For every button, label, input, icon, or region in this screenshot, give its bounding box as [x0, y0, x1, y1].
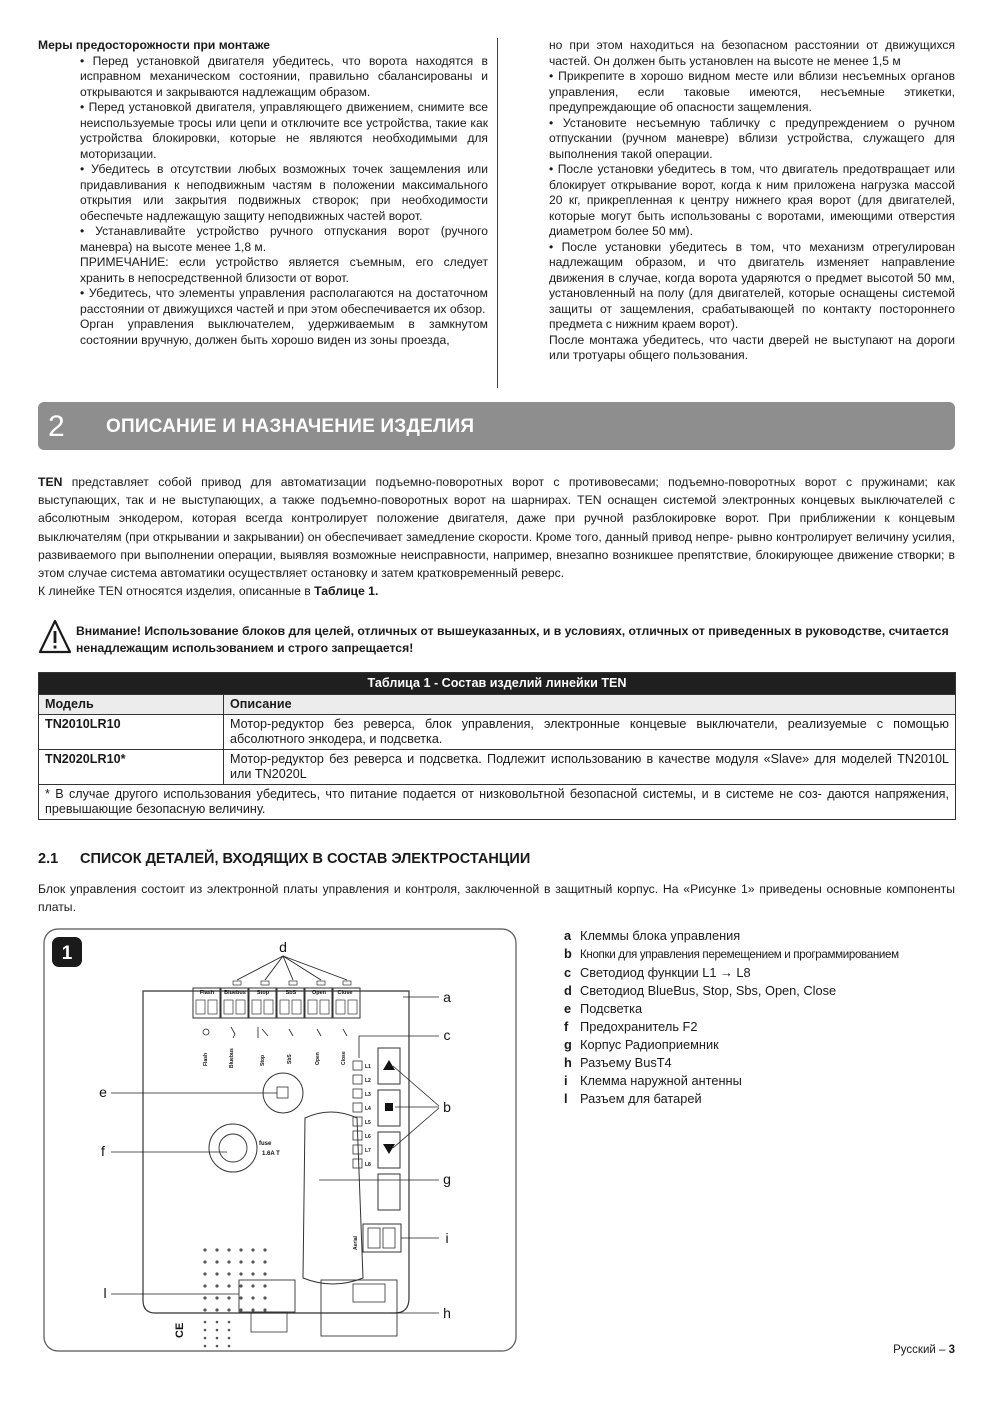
figure-1-control-board	[43, 928, 517, 1352]
table-header	[39, 695, 956, 715]
warning-icon	[38, 619, 72, 655]
table-reference: Таблице 1.	[314, 584, 379, 599]
led-column	[353, 1061, 362, 1168]
table-row	[39, 750, 956, 785]
legend-key: h	[564, 1055, 572, 1070]
figure-number: 1	[61, 943, 73, 964]
terminal-label: Open	[311, 990, 327, 996]
desc-cell: Мотор-редуктор без реверса, блок управления, электронные концевые выключатели, реализуемые с помощью абсолютного энкодера, и подсветка.	[224, 715, 956, 750]
legend-text: Разъем для батарей	[580, 1091, 702, 1106]
safety-columns	[38, 38, 955, 360]
status-led	[261, 981, 269, 985]
led-label: L8	[365, 1162, 371, 1168]
svg-text:CE: CE	[174, 1322, 186, 1338]
function-led	[353, 1159, 362, 1168]
warning-text: Внимание! Использование блоков для целей, отличных от вышеуказанных, и в условиях, отличных от приведенных в руководстве, считается ненадлежащим использованием и строго запрещается!	[76, 624, 949, 655]
left-column	[38, 38, 488, 348]
terminal-rot-label: SbS	[287, 1054, 293, 1064]
legend-text: Клемма наружной антенны	[580, 1073, 742, 1088]
subsection-heading	[38, 851, 530, 867]
safety-item: • После установки убедитесь в том, что механизм отрегулирован надлежащим образом, и что двигатель изменяет направление движения в случае, когда ворота ударяются о предмет высотой 50 мм, установленный на полу (для двигателей, которые оснащены системой защиты от защемления, срабатывающей по контакту постороннего предмета с нижним краем ворот).	[549, 239, 955, 331]
safety-item: • Убедитесь в отсутствии любых возможных точек защемления или придавливания к неподвижным частям в положении максимального открытия или закрытия подвижных створок; при необходимости обеспечьте надлежащую защиту неподвижных частей ворот.	[80, 162, 488, 223]
legend-text: Корпус Радиоприемник	[580, 1037, 719, 1052]
terminal-label: Stop	[256, 990, 270, 996]
model-cell: TN2010LR10	[39, 715, 224, 750]
col-model-header: Модель	[39, 695, 224, 715]
led-label: L7	[365, 1148, 371, 1154]
safety-item: • Установите несъемную табличку с предупреждением о ручном отпускании (ручном маневре) вблизи устройства, служащего для выполнения такой операции.	[549, 115, 955, 161]
svg-text:d: d	[279, 939, 287, 955]
legend-item	[564, 927, 899, 945]
function-led	[353, 1103, 362, 1112]
led-label: L3	[365, 1092, 371, 1098]
legend-key: f	[564, 1019, 569, 1034]
svg-text:e: e	[99, 1084, 107, 1100]
legend-item	[564, 1000, 899, 1018]
legend-item	[564, 964, 899, 982]
svg-text:b: b	[443, 1099, 451, 1115]
legend-key: b	[564, 946, 572, 961]
legend-text: Кнопки для управления перемещением и программированием	[580, 948, 899, 961]
legend-text: Подсветка	[580, 1001, 643, 1016]
legend-item	[564, 1036, 899, 1054]
intro-paragraph	[38, 473, 955, 582]
safety-item: После монтажа убедитесь, что части дверей не выступают на дороги или тротуары общего пользования.	[549, 332, 955, 362]
terminal-rot-label: Open	[315, 1052, 321, 1065]
legend-key: e	[564, 1001, 572, 1016]
safety-item: • Устанавливайте устройство ручного отпускания ворот (ручного маневра) на высоте менее 1,8 м.	[80, 224, 488, 254]
safety-list	[38, 54, 488, 349]
terminal-rot-label: Bluebus	[229, 1048, 235, 1068]
right-column	[549, 38, 955, 364]
model-cell: TN2020LR10*	[39, 750, 224, 785]
function-led	[353, 1061, 362, 1070]
legend-item	[564, 982, 899, 1000]
led-label: L6	[365, 1134, 371, 1140]
table-note: * В случае другого использования убедитесь, что питание подается от низковольтной безопасной системы, и в системе не соз- даются напряжения, превышающие безопасную величину.	[39, 785, 956, 820]
fuse-label: fuse	[259, 1141, 272, 1147]
terminal-label: SbS	[285, 990, 297, 996]
footer-language: Русский –	[893, 1344, 949, 1356]
svg-text:i: i	[445, 1230, 449, 1246]
safety-item: Орган управления выключателем, удерживаемым в замкнутом состоянии вручную, должен быть хорошо виден из зоны проезда,	[80, 317, 488, 347]
function-led	[353, 1075, 362, 1084]
legend-key: d	[564, 983, 572, 998]
led-label: L5	[365, 1120, 371, 1126]
svg-text:c: c	[443, 1027, 451, 1043]
legend-item	[564, 945, 899, 964]
warning-box	[38, 617, 955, 657]
brand-name: TEN	[38, 475, 63, 489]
svg-text:h: h	[443, 1305, 451, 1321]
safety-item: • Убедитесь, что элементы управления располагаются на достаточном расстоянии от движущихся частей и при этом обеспечивается их обзор.	[80, 286, 488, 316]
intro-line2	[38, 582, 955, 600]
intro-line2-text: К линейке TEN относятся изделия, описанные в	[38, 584, 315, 599]
svg-text:l: l	[103, 1285, 107, 1301]
legend-key: g	[564, 1037, 572, 1052]
product-table	[38, 672, 956, 820]
terminal-rot-label: Stop	[260, 1054, 266, 1066]
safety-item: • Перед установкой двигателя, управляющего движением, снимите все неиспользуемые тросы или цепи и отключите все устройства, такие как устройства блокировки, которые не являются необходимыми для моторизации.	[80, 100, 488, 161]
fuse-value: 1.6A T	[262, 1151, 280, 1157]
terminal-rot-label: Flash	[203, 1052, 209, 1066]
legend-text: Светодиод BlueBus, Stop, Sbs, Open, Close	[580, 983, 837, 998]
led-label: L1	[365, 1064, 371, 1070]
legend-text: Предохранитель F2	[580, 1019, 698, 1034]
subsection-text: Блок управления состоит из электронной платы управления и контроля, заключенной в защитный корпус. На «Рисунке 1» приведены основные компоненты платы.	[38, 882, 955, 914]
svg-text:f: f	[101, 1143, 105, 1159]
col-desc-header: Описание	[224, 695, 956, 715]
section-banner	[38, 402, 955, 450]
legend-text: Светодиод функции L1 → L8	[580, 965, 751, 980]
aerial-label: Aerial	[353, 1236, 359, 1250]
legend-key: c	[564, 965, 572, 980]
safety-note: ПРИМЕЧАНИЕ: если устройство является съемным, его следует хранить в непосредственной близости от ворот.	[80, 255, 488, 285]
status-led	[343, 981, 351, 985]
column-divider	[497, 38, 498, 388]
table-caption: Таблица 1 - Состав изделий линейки TEN	[39, 673, 956, 695]
intro-text	[38, 473, 955, 600]
legend-text: Разъему BusT4	[580, 1055, 672, 1070]
safety-item: • После установки убедитесь в том, что двигатель предотвращает или блокирует открывание ворот, когда к ним приложена нагрузка массой 20 кг, прикрепленная к центру нижнего края ворот (для двигателей, которые могут быть использованы с воротами, имеющими отверстия диаметром более 50 мм).	[549, 162, 955, 238]
legend-key: a	[564, 928, 572, 943]
desc-cell: Мотор-редуктор без реверса и подсветка. Подлежит использованию в качестве модуля «Slave» для моделей TN2010L или TN2020L	[224, 750, 956, 785]
safety-item: но при этом находиться на безопасном расстоянии от движущихся частей. Он должен быть установлен на высоте не менее 1,5 м	[549, 38, 955, 68]
table-row	[39, 715, 956, 750]
terminal-block	[193, 981, 360, 1018]
led-label: L4	[365, 1106, 371, 1112]
led-label: L2	[365, 1078, 371, 1084]
section-title: ОПИСАНИЕ И НАЗНАЧЕНИЕ ИЗДЕЛИЯ	[106, 416, 475, 437]
legend-text: Клеммы блока управления	[580, 928, 741, 943]
status-led	[289, 981, 297, 985]
subsection-number: 2.1	[38, 851, 59, 867]
legend-item	[564, 1072, 899, 1090]
legend-key: i	[564, 1073, 568, 1088]
safety-heading: Меры предосторожности при монтаже	[38, 38, 270, 52]
terminal-label: Flash	[199, 990, 215, 996]
function-led	[353, 1145, 362, 1154]
status-led	[317, 981, 325, 985]
safety-item: • Перед установкой двигателя убедитесь, что ворота находятся в исправном механическом состоянии, правильно сбалансированы и открываются и закрываются надлежащим образом.	[80, 53, 488, 99]
table-note-row	[39, 785, 956, 820]
legend-key: l	[564, 1091, 568, 1106]
figure-legend	[564, 927, 899, 1108]
terminal-label: Close	[337, 990, 353, 996]
function-led	[353, 1089, 362, 1098]
legend-item	[564, 1090, 899, 1108]
terminal-rot-label: Close	[341, 1051, 347, 1065]
page-number: 3	[948, 1344, 955, 1356]
svg-text:a: a	[443, 989, 451, 1005]
legend-item	[564, 1018, 899, 1036]
subsection-title: СПИСОК ДЕТАЛЕЙ, ВХОДЯЩИХ В СОСТАВ ЭЛЕКТРОСТАНЦИИ	[80, 851, 531, 867]
section-number: 2	[48, 410, 65, 443]
terminal-label: Bluebus	[224, 990, 246, 996]
status-led	[233, 981, 241, 985]
intro-body: представляет собой привод для автоматизации подъемно-поворотных ворот с противовесами; подъемно-поворотных ворот с пружинами; как выступающих, так и не выступающих, а также подъемно-поворотных ворот на шарнирах. TEN оснащен системой электронных концевых выключателей с абсолютным энкодером, которая всегда контролирует положение двигателя, даже при ручной разблокировке ворот. При приближении к концевым выключателям (при открывании и закрывании) он обеспечивает замедление скорости. Кроме того, данный привод непре- рывно контролирует величину усилия, развиваемого при выполнении операции, выявляя возможные неисправности, например, внезапно возникшее препятствие, блокирующее движение створки; в этом случае система автоматики осуществляет остановку и затем кратковременный реверс.	[38, 475, 955, 581]
svg-text:g: g	[443, 1171, 451, 1187]
legend-item	[564, 1054, 899, 1072]
page-footer	[893, 1344, 955, 1356]
safety-item: • Прикрепите в хорошо видном месте или вблизи несъемных органов управления, если таковые имеются, несъемные этикетки, предупреждающие об опасности защемления.	[549, 69, 955, 114]
